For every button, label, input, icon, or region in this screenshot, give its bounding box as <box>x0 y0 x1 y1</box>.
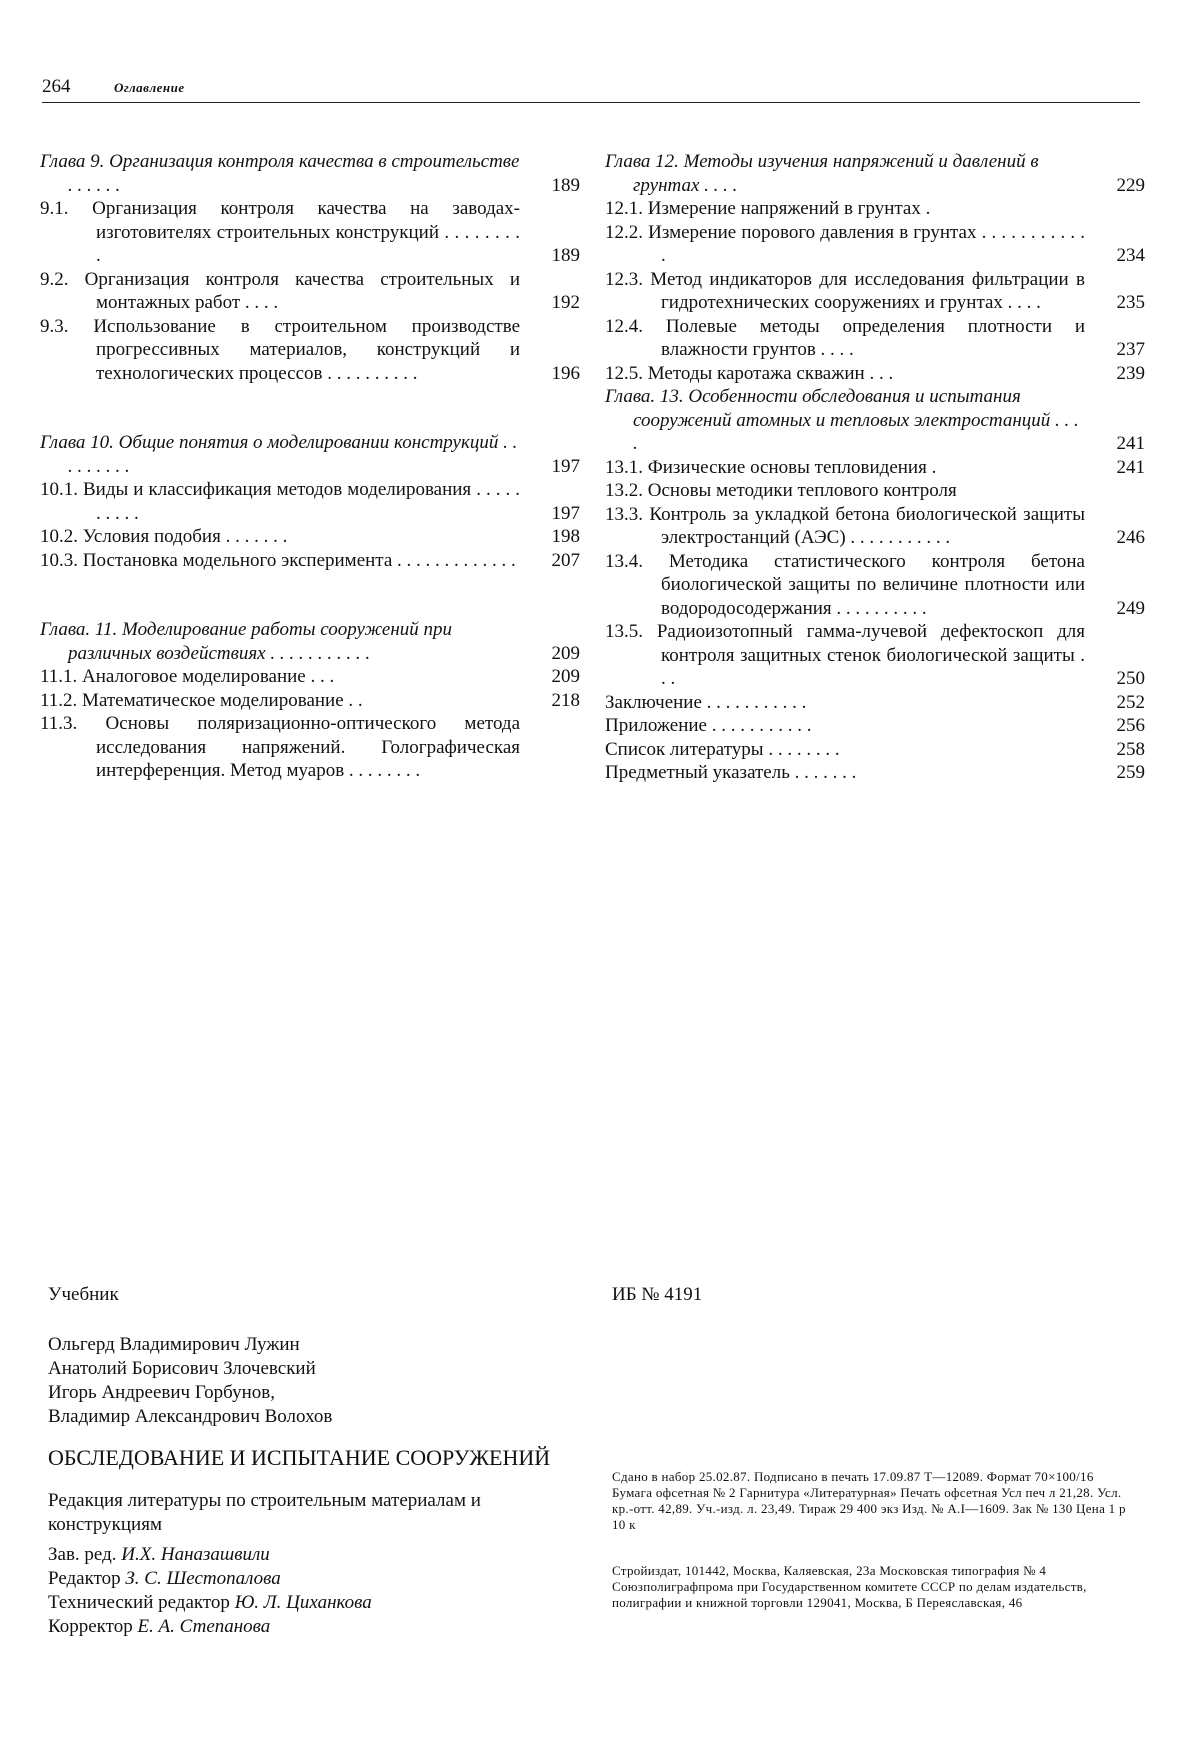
credit-name: И.Х. Наназашвили <box>121 1544 270 1565</box>
credit-role: Технический редактор <box>48 1592 230 1613</box>
toc-section-entry <box>605 620 1145 691</box>
toc-entry-title: 13.2. Основы методики теплового контроля <box>605 480 957 501</box>
toc-entry-title: 10.2. Условия подобия . . . . . . . <box>40 526 288 547</box>
toc-entry-page: 246 <box>1116 527 1145 548</box>
toc-entry-title: 9.1. Организация контроля качества на заводах-изготовителях строительных конструкций . . . . . . . . . <box>40 198 520 266</box>
toc-section-entry <box>605 197 1145 221</box>
credit-line <box>48 1591 568 1615</box>
toc-entry-page: 197 <box>551 455 580 477</box>
toc-entry-page: 235 <box>1116 292 1145 313</box>
toc-entry-page: 241 <box>1116 433 1145 454</box>
publisher-info: Стройиздат, 101442, Москва, Каляевская, 23а Московская типография № 4 Союзполиграфпрома при Государственном комитете СССР по делам издательств, полиграфии и книжной торговли 129041, Москва, Б Переяславская, 46 <box>612 1563 1087 1610</box>
colophon <box>48 1283 568 1639</box>
toc-entry-title: 12.4. Полевые методы определения плотности и влажности грунтов . . . . <box>605 315 1085 360</box>
toc-entry-title: Глава. 11. Моделирование работы сооружений при различных воздействиях . . . . . . . . . . . <box>40 619 452 664</box>
toc-section-entry <box>40 268 580 315</box>
toc-entry-title: Глава 10. Общие понятия о моделировании конструкций . . . . . . . . . <box>40 432 518 477</box>
toc-section-entry <box>605 315 1145 362</box>
toc-entry-page: 234 <box>1116 245 1145 266</box>
book-title: ОБСЛЕДОВАНИЕ И ИСПЫТАНИЕ СООРУЖЕНИЙ <box>48 1445 551 1470</box>
toc-section-entry <box>605 479 1145 503</box>
toc-chapter-entry <box>605 385 1145 456</box>
toc-section-entry <box>40 197 580 268</box>
toc-entry-title: 9.2. Организация контроля качества строительных и монтажных работ . . . . <box>40 268 520 313</box>
toc-entry-page: 239 <box>1116 362 1145 384</box>
toc-section-entry <box>605 691 1145 715</box>
toc-entry-title: Приложение . . . . . . . . . . . <box>605 715 812 736</box>
toc-section-entry <box>605 714 1145 738</box>
toc-chapter-entry <box>40 150 580 197</box>
toc-entry-page: 250 <box>1116 668 1145 689</box>
toc-entry-page: 241 <box>1116 456 1145 478</box>
toc-entry-page: 192 <box>551 292 580 313</box>
toc-section-entry <box>40 665 580 689</box>
credit-role: Редакция литературы по строительным материалам и конструкциям <box>48 1490 481 1535</box>
toc-entry-title: 12.1. Измерение напряжений в грунтах . <box>605 198 931 219</box>
toc-left-column <box>40 150 580 783</box>
toc-entry-title: 13.3. Контроль за укладкой бетона биологической защиты электростанций (АЭС) . . . . . . . . . . . <box>605 503 1085 548</box>
running-title: Оглавление <box>114 80 185 95</box>
book-type-label: Учебник <box>48 1284 119 1305</box>
toc-entry-title: 12.5. Методы каротажа скважин . . . <box>605 362 894 384</box>
toc-section-entry <box>605 550 1145 621</box>
toc-section-entry <box>605 761 1145 785</box>
toc-entry-title: 10.3. Постановка модельного эксперимента . . . . . . . . . . . . . <box>40 549 516 571</box>
toc-entry-page: 249 <box>1116 597 1145 619</box>
credit-role: Редактор <box>48 1568 121 1589</box>
credit-role: Зав. ред. <box>48 1544 117 1565</box>
toc-chapter-entry <box>40 618 580 665</box>
toc-entry-title: 10.1. Виды и классификация методов моделирования . . . . . . . . . . <box>40 479 520 524</box>
credit-name: З. С. Шестопалова <box>125 1568 281 1589</box>
toc-entry-page: 229 <box>1116 174 1145 196</box>
author-name: Анатолий Борисович Злочевский <box>48 1358 316 1379</box>
toc-chapter-entry <box>605 150 1145 197</box>
credit-line <box>48 1567 568 1591</box>
toc-section-entry <box>40 689 580 713</box>
toc-entry-page: 252 <box>1116 691 1145 713</box>
toc-section-entry <box>605 456 1145 480</box>
toc-entry-title: Список литературы . . . . . . . . <box>605 738 840 760</box>
toc-entry-page: 218 <box>551 689 580 711</box>
toc-chapter-entry <box>40 431 580 478</box>
toc-section-entry <box>40 525 580 549</box>
toc-section-entry <box>40 478 580 525</box>
toc-entry-page: 259 <box>1116 762 1145 783</box>
toc-section-entry <box>605 221 1145 268</box>
toc-spacer <box>40 572 580 618</box>
author-name: Ольгерд Владимирович Лужин <box>48 1334 300 1355</box>
author-name: Владимир Александрович Волохов <box>48 1406 333 1427</box>
toc-section-entry <box>40 315 580 386</box>
toc-entry-title: 11.1. Аналоговое моделирование . . . <box>40 666 335 687</box>
page-number: 264 <box>42 76 71 97</box>
editorial-office <box>48 1489 568 1537</box>
toc-entry-page: 237 <box>1116 339 1145 360</box>
toc-right-column <box>605 150 1145 785</box>
toc-entry-title: 13.5. Радиоизотопный гамма-лучевой дефектоскоп для контроля защитных стенок биологической защиты . . . <box>605 621 1085 689</box>
toc-section-entry <box>40 712 580 783</box>
toc-entry-page: 198 <box>551 526 580 547</box>
toc-entry-page: 197 <box>551 502 580 524</box>
toc-section-entry <box>605 503 1145 550</box>
ib-number: ИБ № 4191 <box>612 1284 703 1305</box>
toc-entry-page: 189 <box>551 245 580 266</box>
toc-section-entry <box>605 738 1145 762</box>
authors-list <box>48 1333 568 1429</box>
print-details: Сдано в набор 25.02.87. Подписано в печать 17.09.87 Т—12089. Формат 70×100/16 Бумага офсетная № 2 Гарнитура «Литературная» Печать офсетная Усл печ л 21,28. Усл. кр.-отт. 42,89. Уч.-изд. л. 23,49. Тираж 29 400 экз Изд. № А.I—1609. Зак № 130 Цена 1 р 10 к <box>612 1469 1126 1532</box>
toc-section-entry <box>605 362 1145 386</box>
toc-entry-page: 209 <box>551 642 580 664</box>
toc-entry-title: Глава 9. Организация контроля качества в строительстве . . . . . . <box>40 151 520 196</box>
toc-entry-title: Заключение . . . . . . . . . . . <box>605 691 807 713</box>
toc-entry-title: Глава 12. Методы изучения напряжений и давлений в грунтах . . . . <box>605 151 1039 196</box>
page-header <box>42 76 1140 103</box>
toc-entry-title: Глава. 13. Особенности обследования и испытания сооружений атомных и тепловых электростанций . . . . <box>605 386 1079 454</box>
toc-entry-title: Предметный указатель . . . . . . . <box>605 762 857 783</box>
toc-entry-page: 256 <box>1116 715 1145 736</box>
credit-line <box>48 1543 568 1567</box>
toc-entry-page: 196 <box>551 362 580 384</box>
imprint <box>612 1283 1132 1611</box>
toc-entry-title: 11.2. Математическое моделирование . . <box>40 689 363 711</box>
toc-entry-title: 9.3. Использование в строительном производстве прогрессивных материалов, конструкций и технологических процессов . . . . . . . . . . <box>40 315 520 384</box>
toc-entry-page: 207 <box>551 549 580 571</box>
toc-entry-title: 13.1. Физические основы тепловидения . <box>605 456 937 478</box>
toc-entry-title: 13.4. Методика статистического контроля бетона биологической защиты по величине плотности или водородосодержания . . . . . . . . . . <box>605 550 1085 619</box>
toc-entry-page: 189 <box>551 174 580 196</box>
credit-line <box>48 1615 568 1639</box>
toc-entry-title: 12.3. Метод индикаторов для исследования фильтрации в гидротехнических сооружениях и грунтах . . . . <box>605 268 1085 313</box>
author-name: Игорь Андреевич Горбунов, <box>48 1382 275 1403</box>
toc-section-entry <box>40 549 580 573</box>
toc-spacer <box>40 385 580 431</box>
toc-section-entry <box>605 268 1145 315</box>
toc-entry-page: 209 <box>551 666 580 687</box>
credit-role: Корректор <box>48 1616 133 1637</box>
credit-name: Е. А. Степанова <box>137 1616 271 1637</box>
toc-entry-title: 12.2. Измерение порового давления в грунтах . . . . . . . . . . . . <box>605 221 1085 266</box>
credit-name: Ю. Л. Циханкова <box>234 1592 372 1613</box>
toc-entry-title: 11.3. Основы поляризационно-оптического метода исследования напряжений. Голографическая интерференция. Метод муаров . . . . . . . . <box>40 713 520 781</box>
toc-entry-page: 258 <box>1116 738 1145 760</box>
